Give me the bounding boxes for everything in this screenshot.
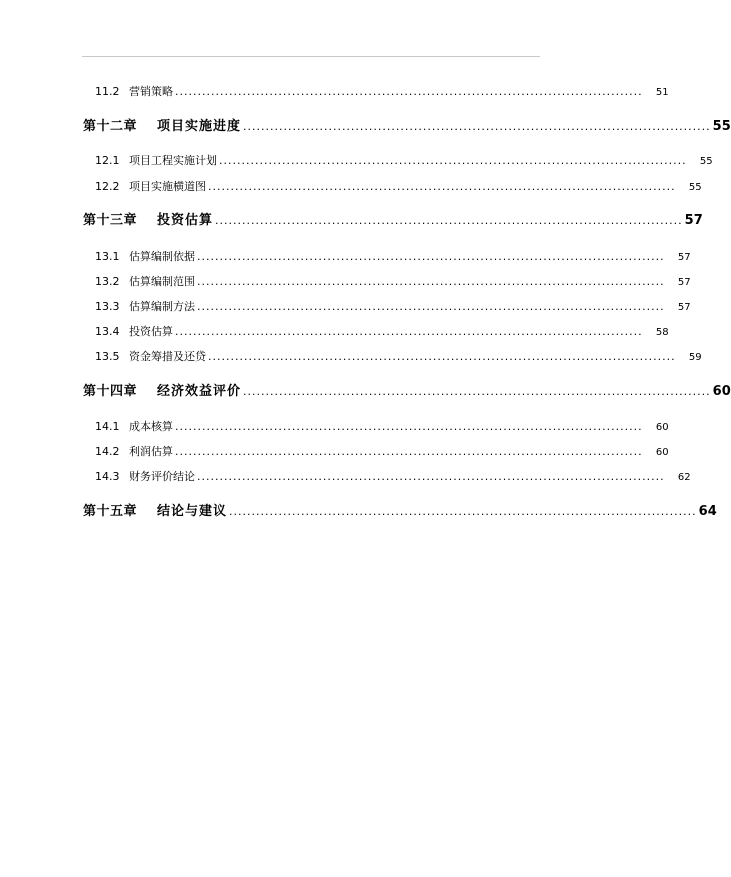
toc-title: 项目工程实施计划 — [129, 154, 217, 167]
chapter-title: 项目实施进度 — [157, 119, 242, 134]
toc-entry-13-3[interactable] — [95, 298, 691, 314]
chapter-page-number: 64 — [698, 504, 717, 519]
dot-leader: ........................................................................................................ — [197, 250, 665, 263]
toc-page-number: 57 — [677, 252, 691, 263]
toc-entry-14-3[interactable] — [95, 468, 691, 484]
toc-entry-11-2[interactable] — [95, 83, 669, 99]
toc-entry-13-5[interactable] — [95, 348, 702, 364]
toc-page-number: 55 — [688, 182, 702, 193]
toc-title: 利润估算 — [129, 445, 173, 458]
dot-leader: ........................................................................................................ — [243, 385, 711, 398]
toc-number: 14.3 — [95, 470, 120, 483]
dot-leader: ........................................................................................................ — [197, 470, 665, 483]
toc-title: 资金筹措及还贷 — [129, 350, 206, 363]
toc-entry-13-2[interactable] — [95, 273, 691, 289]
dot-leader: ........................................................................................................ — [243, 120, 711, 133]
toc-number: 13.2 — [95, 275, 120, 288]
toc-chapter-13[interactable] — [83, 209, 703, 228]
dot-leader: ........................................................................................................ — [219, 154, 687, 167]
toc-page-number: 62 — [677, 472, 691, 483]
toc-number: 11.2 — [95, 85, 120, 98]
chapter-number: 第十五章 — [83, 504, 138, 519]
toc-number: 13.5 — [95, 350, 120, 363]
toc-page-number: 57 — [677, 302, 691, 313]
toc-number: 14.1 — [95, 420, 120, 433]
dot-leader: ........................................................................................................ — [208, 350, 676, 363]
toc-page-number: 60 — [655, 422, 669, 433]
dot-leader: ........................................................................................................ — [197, 300, 665, 313]
toc-title: 成本核算 — [129, 420, 173, 433]
toc-number: 13.3 — [95, 300, 120, 313]
dot-leader: ........................................................................................................ — [175, 420, 643, 433]
toc-entry-12-2[interactable] — [95, 178, 702, 194]
toc-page-number: 60 — [655, 447, 669, 458]
toc-page-number: 57 — [677, 277, 691, 288]
dot-leader: ........................................................................................................ — [197, 275, 665, 288]
toc-title: 估算编制方法 — [129, 300, 195, 313]
toc-entry-13-4[interactable] — [95, 323, 669, 339]
chapter-title: 投资估算 — [157, 213, 214, 228]
dot-leader: ........................................................................................................ — [175, 85, 643, 98]
toc-page-number: 59 — [688, 352, 702, 363]
toc-page-number: 51 — [655, 87, 669, 98]
toc-chapter-12[interactable] — [83, 115, 731, 134]
toc-number: 13.1 — [95, 250, 120, 263]
toc-title: 营销策略 — [129, 85, 173, 98]
chapter-title: 经济效益评价 — [157, 384, 242, 399]
toc-title: 估算编制依据 — [129, 250, 195, 263]
dot-leader: ........................................................................................................ — [175, 445, 643, 458]
toc-title: 财务评价结论 — [129, 470, 195, 483]
toc-title: 估算编制范围 — [129, 275, 195, 288]
toc-title: 项目实施横道图 — [129, 180, 206, 193]
chapter-number: 第十三章 — [83, 213, 138, 228]
chapter-page-number: 57 — [684, 213, 703, 228]
toc-entry-14-2[interactable] — [95, 443, 669, 459]
chapter-page-number: 55 — [712, 119, 731, 134]
toc-number: 12.1 — [95, 154, 120, 167]
chapter-page-number: 60 — [712, 384, 731, 399]
toc-entry-13-1[interactable] — [95, 248, 691, 264]
chapter-title: 结论与建议 — [157, 504, 228, 519]
toc-page-number: 58 — [655, 327, 669, 338]
dot-leader: ........................................................................................................ — [175, 325, 643, 338]
dot-leader: ........................................................................................................ — [215, 214, 683, 227]
toc-chapter-14[interactable] — [83, 380, 731, 399]
dot-leader: ........................................................................................................ — [208, 180, 676, 193]
chapter-number: 第十二章 — [83, 119, 138, 134]
toc-number: 12.2 — [95, 180, 120, 193]
toc-number: 14.2 — [95, 445, 120, 458]
header-rule — [82, 56, 540, 57]
toc-title: 投资估算 — [129, 325, 173, 338]
chapter-number: 第十四章 — [83, 384, 138, 399]
toc-entry-14-1[interactable] — [95, 418, 669, 434]
toc-chapter-15[interactable] — [83, 500, 717, 519]
dot-leader: ........................................................................................................ — [229, 505, 697, 518]
toc-page-number: 55 — [699, 156, 713, 167]
toc-entry-12-1[interactable] — [95, 152, 713, 168]
toc-number: 13.4 — [95, 325, 120, 338]
